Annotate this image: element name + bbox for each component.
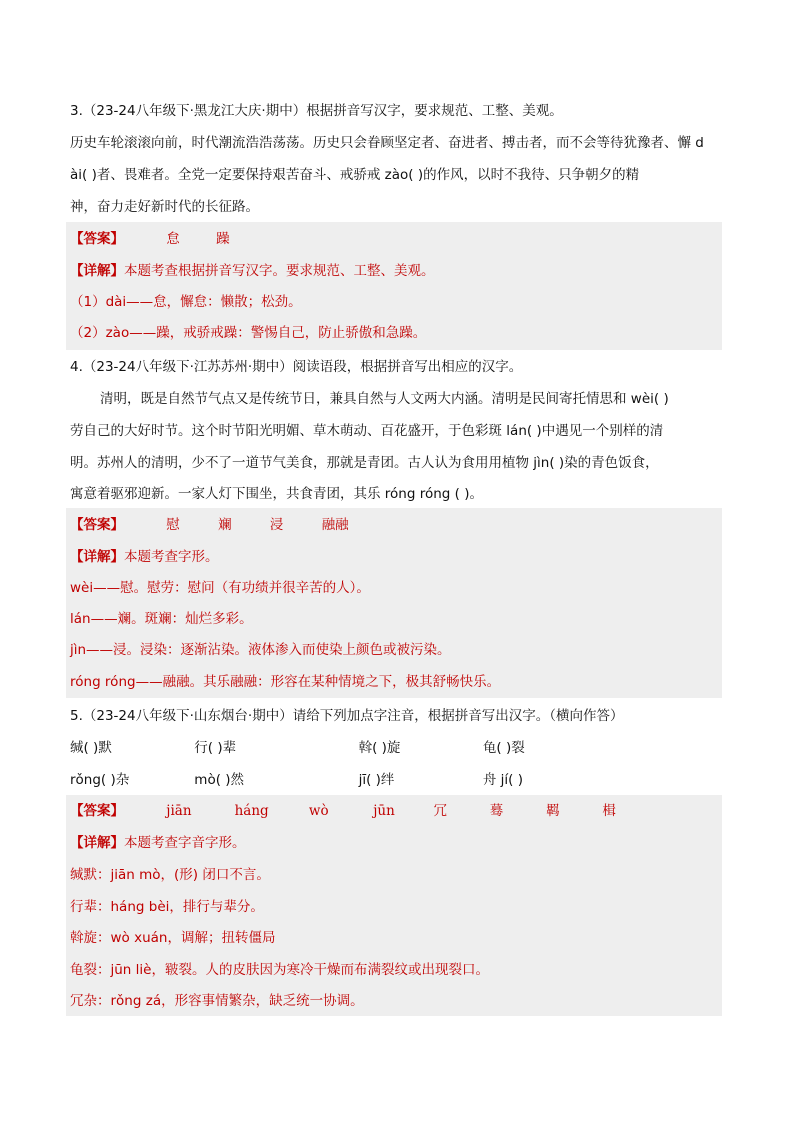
q4-detail-4: róng róng——融融。其乐融融：形容在某种情境之下，极其舒畅快乐。: [70, 674, 501, 690]
answer-item: 斓: [218, 517, 232, 533]
q5-item: 缄( )默: [70, 740, 112, 756]
q5-detail-4: 龟裂：jūn liè，皲裂。人的皮肤因为寒冷干燥而布满裂纹或出现裂口。: [70, 962, 489, 978]
answer-label: 【答案】: [70, 803, 124, 819]
q4-passage-line-2: 劳自己的大好时节。这个时节阳光明媚、草木萌动、百花盛开，于色彩斑 lán( )中遇见一个别样的清: [70, 423, 664, 439]
q4-detail-1: wèi——慰。慰劳：慰问（有功绩并很辛苦的人）。: [70, 580, 370, 596]
answer-item: 浸: [269, 517, 284, 533]
q5-detail-2: 行辈：háng bèi，排行与辈分。: [70, 899, 264, 915]
answer-item: 冗: [433, 803, 447, 819]
answer-item: 融融: [321, 517, 349, 533]
answer-item: 怠: [166, 231, 180, 247]
q5-title: 5.（23-24八年级下·山东烟台·期中）请给下列加点字注音，根据拼音写出汉字。（横向作答）: [70, 708, 624, 724]
q3-passage-line-2: ài( )者、畏难者。全党一定要保持艰苦奋斗、戒骄戒 zào( )的作风，以时不我待、只争朝夕的精: [70, 167, 640, 183]
q3-answer-row: [70, 229, 230, 249]
answer-item: 躁: [216, 231, 230, 247]
q4-passage-line-4: 寓意着驱邪迎新。一家人灯下围坐，共食青团，其乐 róng róng ( )。: [70, 486, 483, 502]
detail-text: 本题考查字音字形。: [124, 835, 246, 851]
answer-item: 蓦: [489, 803, 504, 819]
q4-passage-line-3: 明。苏州人的清明，少不了一道节气美食，那就是青团。古人认为食用用植物 jìn( )染的青色饭食，: [70, 455, 659, 471]
q3-detail: [70, 261, 435, 281]
q5-item: 行( )辈: [194, 740, 237, 756]
detail-text: 本题考查字形。: [124, 549, 219, 565]
q4-answer-block: [66, 508, 722, 698]
q4-passage-line-1: 清明，既是自然节气点又是传统节日，兼具自然与人文两大内涵。清明是民间寄托情思和 wèi( ): [100, 391, 669, 407]
q5-item: 舟 jí( ): [482, 772, 524, 788]
q5-item: rǒng( )杂: [70, 772, 130, 788]
answer-item: 羁: [546, 803, 560, 819]
answer-item: wò: [308, 803, 329, 819]
answer-item: 楫: [602, 803, 616, 819]
answer-item: 慰: [166, 517, 180, 533]
answer-item: jūn: [373, 803, 395, 819]
q5-row-1: [70, 738, 603, 758]
q5-detail: [70, 833, 246, 853]
q4-answer-row: [70, 515, 349, 535]
answer-item: jiān: [166, 803, 192, 819]
q3-detail-1: （1）dài——怠，懈怠：懒散；松劲。: [70, 294, 302, 310]
q5-item: jī( )绊: [358, 772, 395, 788]
q5-detail-3: 斡旋：wò xuán，调解；扭转僵局: [70, 930, 276, 946]
q5-item: 龟( )裂: [482, 740, 525, 756]
q3-passage-line-3: 神，奋力走好新时代的长征路。: [70, 199, 259, 215]
detail-text: 本题考查根据拼音写汉字。要求规范、工整、美观。: [124, 263, 435, 279]
q3-passage-line-1: 历史车轮滚滚向前，时代潮流浩浩荡荡。历史只会眷顾坚定者、奋进者、搏击者，而不会等待犹豫者、懈 d: [70, 135, 704, 151]
answer-item: háng: [234, 803, 269, 819]
detail-label: 【详解】: [70, 835, 124, 851]
q4-detail-2: lán——斓。斑斓：灿烂多彩。: [70, 611, 253, 627]
q4-title: 4.（23-24八年级下·江苏苏州·期中）阅读语段，根据拼音写出相应的汉字。: [70, 359, 523, 375]
q3-detail-2: （2）zào——躁，戒骄戒躁：警惕自己，防止骄傲和急躁。: [70, 325, 427, 341]
q5-item: 斡( )旋: [358, 740, 401, 756]
q5-item: mò( )然: [194, 772, 245, 788]
q5-answer-row: [70, 801, 642, 821]
detail-label: 【详解】: [70, 549, 124, 565]
answer-label: 【答案】: [70, 231, 124, 247]
q3-title: 3.（23-24八年级下·黑龙江大庆·期中）根据拼音写汉字，要求规范、工整、美观。: [70, 103, 563, 119]
q5-detail-1: 缄默：jiān mò，(形) 闭口不言。: [70, 867, 270, 883]
q4-detail: [70, 547, 219, 567]
q5-row-2: [70, 770, 603, 790]
detail-label: 【详解】: [70, 263, 124, 279]
answer-label: 【答案】: [70, 517, 124, 533]
q5-detail-5: 冗杂：rǒng zá，形容事情繁杂，缺乏统一协调。: [70, 993, 364, 1009]
q4-detail-3: jìn——浸。浸染：逐渐沾染。液体渗入而使染上颜色或被污染。: [70, 642, 451, 658]
